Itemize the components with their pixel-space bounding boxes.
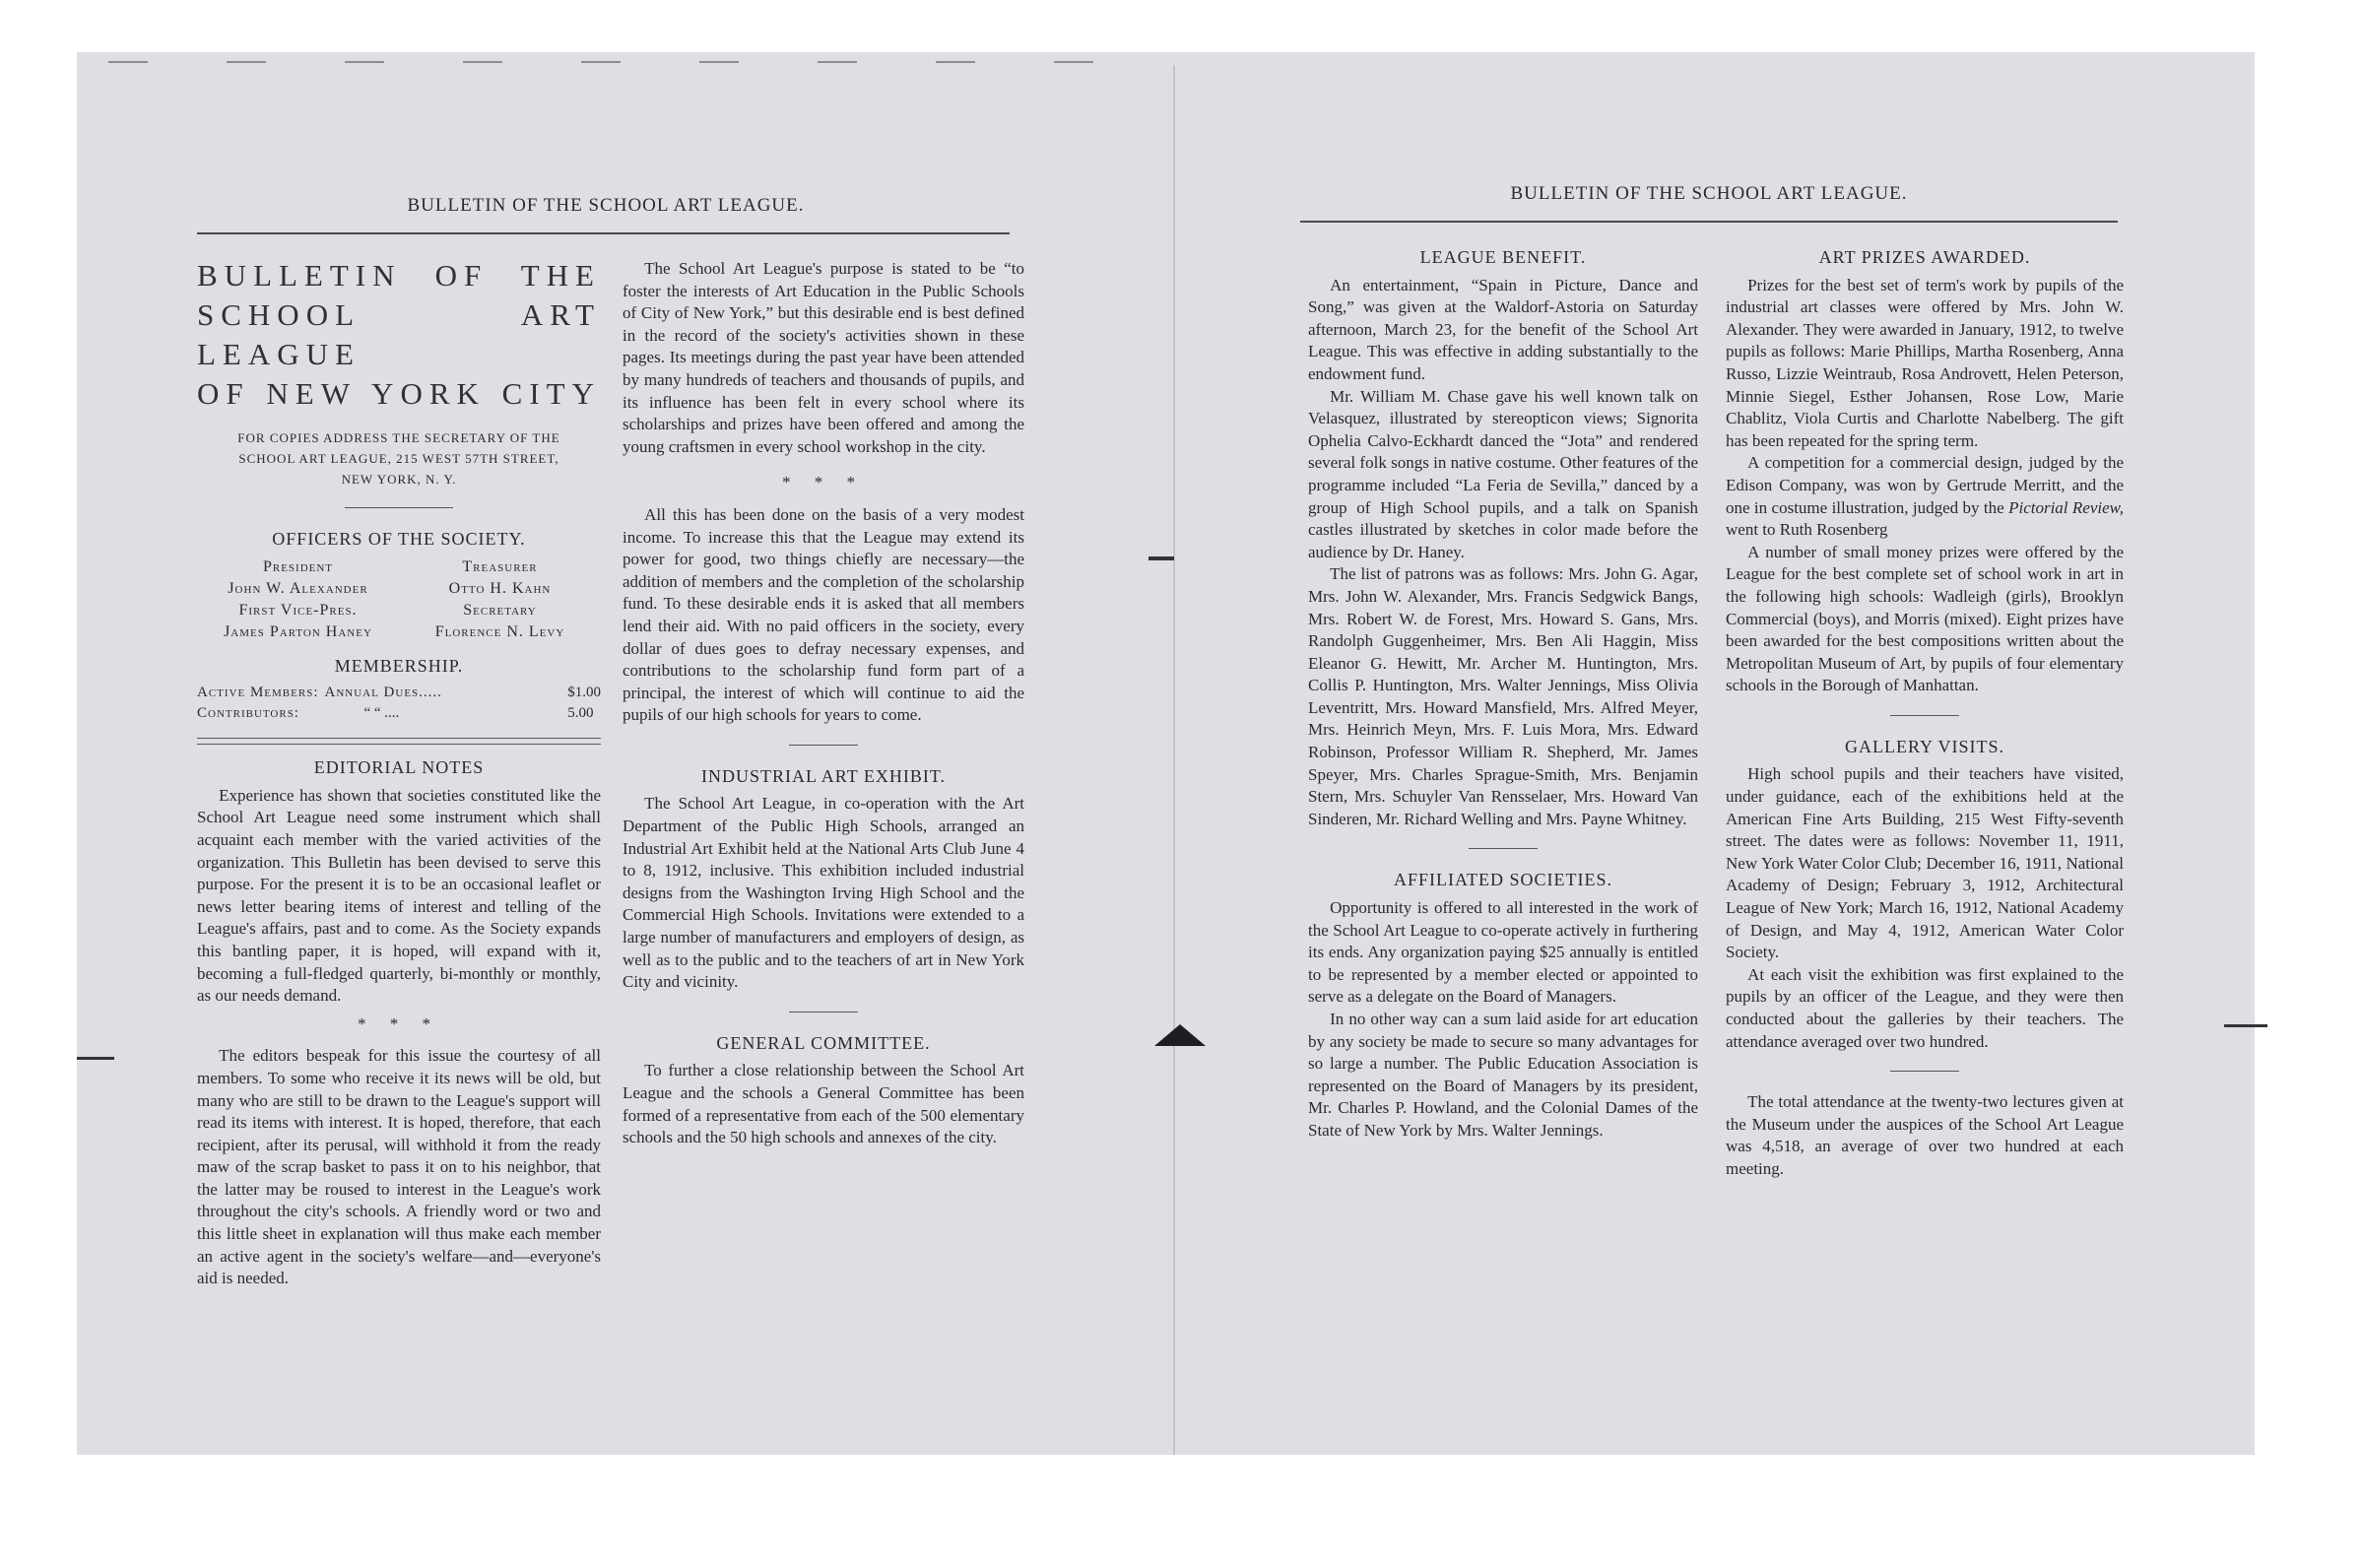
fold-mark-mid xyxy=(1149,556,1174,560)
patrons-paragraph: The list of patrons was as follows: Mrs. John G. Agar, Mrs. John W. Alexander, Mrs. Francis Sedgwick Bangs, Mrs. Robert W. de Forest, Mrs. Howard S. Gans, Mrs. Randolph Guggenheimer, Mrs. Ben Ali Haggin, Miss Eleanor G. Hewitt, Mr. Archer M. Huntington, Mrs. Collis P. Huntington, Mrs. Walter Jennings, Miss Olivia Leventritt, Mrs. Howard Mansfield, Mrs. Alfred Meyer, Mrs. Heinrich Meyn, Mrs. F. Luis Mora, Mrs. Edward Robinson, Professor William R. Shepherd, Mr. James Speyer, Mrs. Charles Sprague-Smith, Mrs. Benjamin Stern, Mrs. Schuyler Van Rensselaer, Mrs. Howard Van Sinderen, Mr. Richard Welling and Mrs. Payne Whitney. xyxy=(1308,564,1698,828)
right-head-rule xyxy=(1300,221,2118,223)
address-line-1: FOR COPIES ADDRESS THE SECRETARY OF THE xyxy=(237,430,560,445)
right-column-2 xyxy=(1726,246,2124,1181)
top-edge-marks xyxy=(108,61,1172,63)
divider xyxy=(789,1012,858,1013)
benefit-paragraph-2: Mr. William M. Chase gave his well known talk on Velasquez, illustrated by stereopticon views; Signorita Ophelia Calvo-Eckhardt danced the “Jota” and rendered several folk songs in native costume. Other features of the programme included “La Feria de Sevilla,” danced by a group of High School pupils, and a talk on Spanish castles illustrated by sketches in color made before the audience by Dr. Haney. xyxy=(1308,386,1698,561)
annual-dues-label: Annual Dues..... xyxy=(324,685,442,701)
gallery-paragraph-2: At each visit the exhibition was first explained to the pupils by an officer of the League, and they were then conducted about the galleries by their teachers. The attendance averaged over two hundred. xyxy=(1726,964,2124,1051)
committee-heading: GENERAL COMMITTEE. xyxy=(716,1032,931,1053)
prizes-paragraph-3: A number of small money prizes were offered by the League for the best complete set of school work in art in the following high schools: Wadleigh (girls), Brooklyn Commercial (boys), and Morris (mixed). Eight prizes have been awarded for the best compositions written about the Metropolitan Museum of Art, by pupils of four elementary schools in the Borough of Manhattan. xyxy=(1726,542,2124,695)
masthead-line-3: OF NEW YORK CITY xyxy=(197,376,601,411)
pictorial-review-title: Pictorial Review, xyxy=(2008,497,2124,517)
affiliated-heading: AFFILIATED SOCIETIES. xyxy=(1394,870,1612,890)
secretary-title: Secretary xyxy=(463,601,537,619)
contributors-label: Contributors: xyxy=(197,705,299,722)
right-column-1 xyxy=(1308,246,1698,1143)
benefit-paragraph-1: An entertainment, “Spain in Picture, Dance and Song,” was given at the Waldorf-Astoria on Saturday afternoon, March 23, for the benefit of the School Art League. This was effective in adding substantially to the endowment fund. xyxy=(1308,275,1698,383)
president-name: John W. Alexander xyxy=(228,579,368,597)
vp-title: First Vice-Pres. xyxy=(238,601,358,619)
vp-name: James Parton Haney xyxy=(224,622,372,640)
gallery-paragraph-1: High school pupils and their teachers have visited, under guidance, each of the exhibitions held at the American Fine Arts Building, 215 West Fifty-seventh street. The dates were as follows: November 11, 1911, New York Water Color Club; December 16, 1911, National Academy of Design; February 3, 1912, Architectural League of New York; March 16, 1912, National Academy of Design, and May 4, 1912, American Water Color Society. xyxy=(1726,764,2124,962)
prizes-heading: ART PRIZES AWARDED. xyxy=(1818,247,2031,267)
industrial-heading: INDUSTRIAL ART EXHIBIT. xyxy=(700,765,947,786)
prizes-paragraph-1: Prizes for the best set of term's work by pupils of the industrial art classes were offered by Mrs. John W. Alexander. They were awarded in January, 1912, to twelve pupils as follows: Marie Phillips, Martha Rosenberg, Anna Russo, Lizzie Weintraub, Rosa Androvett, Helen Peterson, Minnie Siegel, Esther Johansen, Rose Low, Marie Chablitz, Viola Curtis and Charlotte Nabelberg. The gift has been repeated for the spring term. xyxy=(1726,275,2124,450)
address-line-2: SCHOOL ART LEAGUE, 215 WEST 57TH STREET, xyxy=(238,451,559,466)
center-fold xyxy=(1173,65,1175,1455)
attendance-paragraph: The total attendance at the twenty-two lectures given at the Museum under the auspices of the School Art League was 4,518, an average of over two hundred at each meeting. xyxy=(1726,1092,2124,1178)
benefit-heading: LEAGUE BENEFIT. xyxy=(1419,247,1587,267)
editorial-stars: * * * xyxy=(358,1013,440,1033)
right-running-head: BULLETIN OF THE SCHOOL ART LEAGUE. xyxy=(1510,183,1908,204)
editorial-paragraph-2: The editors bespeak for this issue the courtesy of all members. To some who receive it its news will be old, but many who are still to be drawn to the League's support will read its items with interest. It is hoped, therefore, that each recipient, after its perusal, will withhold it from the ready maw of the scrap basket to pass it on to his neighbor, that the latter may be roused to interest in the League's work throughout the city's schools. A friendly word or two and this little sheet in explanation will thus make each member an active agent in the society's welfare—and—everyone's aid is needed. xyxy=(197,1046,601,1288)
editorial-heading: EDITORIAL NOTES xyxy=(313,757,485,778)
divider xyxy=(1469,848,1538,849)
president-title: President xyxy=(262,557,334,575)
masthead-line-1: BULLETIN OF THE xyxy=(197,258,601,293)
treasurer-title: Treasurer xyxy=(462,557,538,575)
divider xyxy=(345,507,453,508)
officers-heading: OFFICERS OF THE SOCIETY. xyxy=(272,529,526,549)
editorial-paragraph-1: Experience has shown that societies constituted like the School Art League need some instrument which shall acquaint each member with the varied activities of the organization. This Bulletin has been devised to serve this purpose. For the present it is to be an occasional leaflet or news letter bearing items of interest and telling of the League's affairs, past and to come. As the Society expands this bantling paper, it is hoped, will expand with it, becoming a full-fledged quarterly, bi-monthly or monthly, as our needs demand. xyxy=(197,785,601,1006)
fold-mark-left xyxy=(77,1057,114,1060)
left-column-2 xyxy=(623,258,1024,1149)
industrial-paragraph: The School Art League, in co-operation with the Art Department of the Public High Schools, arranged an Industrial Art Exhibit held at the National Arts Club June 4 to 8, 1912, inclusive. This exhibition included industrial designs from the Washington Irving High School and the Commercial High Schools. Invitations were extended to a large number of manufacturers and employers of design, as well as to the public and to the teachers of art in New York City and vicinity. xyxy=(623,794,1024,992)
contributors-desc: “ “ .... xyxy=(363,705,400,722)
address-line-3: NEW YORK, N. Y. xyxy=(341,472,457,487)
active-members-label: Active Members: xyxy=(197,685,319,701)
income-paragraph: All this has been done on the basis of a very modest income. To increase this that the League may extend its power for good, two things chiefly are necessary—the addition of members and the completion of the scholarship fund. To these desirable ends it is asked that all members lend their aid. With no paid officers in the society, every dollar of dues goes to defray necessary expenses, and contributions to the scholarship fund form part of a principal, the interest of which will continue to aid the pupils of our high schools for years to come. xyxy=(623,504,1024,725)
address-block xyxy=(197,427,601,490)
treasurer-name: Otto H. Kahn xyxy=(448,579,552,597)
purpose-paragraph: The School Art League's purpose is stated to be “to foster the interests of Art Education in the Public Schools of City of New York,” but this desirable end is best defined in the record of the society's activities shown in these pages. Its meetings during the past year have been attended by many hundreds of teachers and thousands of pupils, and its influence has been felt in every school where its scholarships and prizes have been offered and among the young craftsmen in every school workshop in the city. xyxy=(623,259,1024,456)
gallery-heading: GALLERY VISITS. xyxy=(1844,736,2004,756)
tear-mark xyxy=(1154,1024,1206,1046)
masthead-line-2: SCHOOL ART LEAGUE xyxy=(197,297,601,371)
contributors-amount: 5.00 xyxy=(567,705,594,722)
secretary-name: Florence N. Levy xyxy=(434,622,565,640)
membership-table xyxy=(197,683,601,724)
officers-list xyxy=(197,556,601,643)
prizes-p2-end: went to Ruth Rosenberg xyxy=(1726,520,1888,540)
affiliated-paragraph-1: Opportunity is offered to all interested in the work of the School Art League to co-operate actively in furthering its ends. Any organization paying $25 annually is entitled to be represented by a member elected or appointed to serve as a delegate on the Board of Managers. xyxy=(1308,898,1698,1007)
double-rule xyxy=(197,738,601,745)
fold-mark-right xyxy=(2224,1024,2267,1027)
left-running-head: BULLETIN OF THE SCHOOL ART LEAGUE. xyxy=(407,195,805,216)
divider xyxy=(789,745,858,746)
divider xyxy=(1890,1071,1959,1072)
left-head-rule xyxy=(197,232,1010,234)
membership-heading: MEMBERSHIP. xyxy=(334,655,464,676)
prizes-paragraph-2 xyxy=(1726,452,2124,541)
committee-paragraph: To further a close relationship between the School Art League and the schools a General Committee has been formed of a representative from each of the 500 elementary schools and the 50 high schools and annexes of the city. xyxy=(623,1061,1024,1147)
purpose-stars: * * * xyxy=(782,473,865,492)
prizes-p2-text: A competition for a commercial design, judged by the Edison Company, was won by Gertrude Merritt, and the one in costume illustration, judged by the xyxy=(1726,453,2124,517)
divider xyxy=(1890,715,1959,716)
annual-dues-amount: $1.00 xyxy=(567,685,601,701)
masthead xyxy=(197,256,601,414)
affiliated-paragraph-2: In no other way can a sum laid aside for art education by any society be made to secure so many advantages for so large a number. The Public Education Association is represented on the Board of Managers by its president, Mr. Charles P. Howland, and the Colonial Dames of the State of New York by Mrs. Walter Jennings. xyxy=(1308,1010,1698,1140)
left-column-1 xyxy=(197,256,601,1290)
